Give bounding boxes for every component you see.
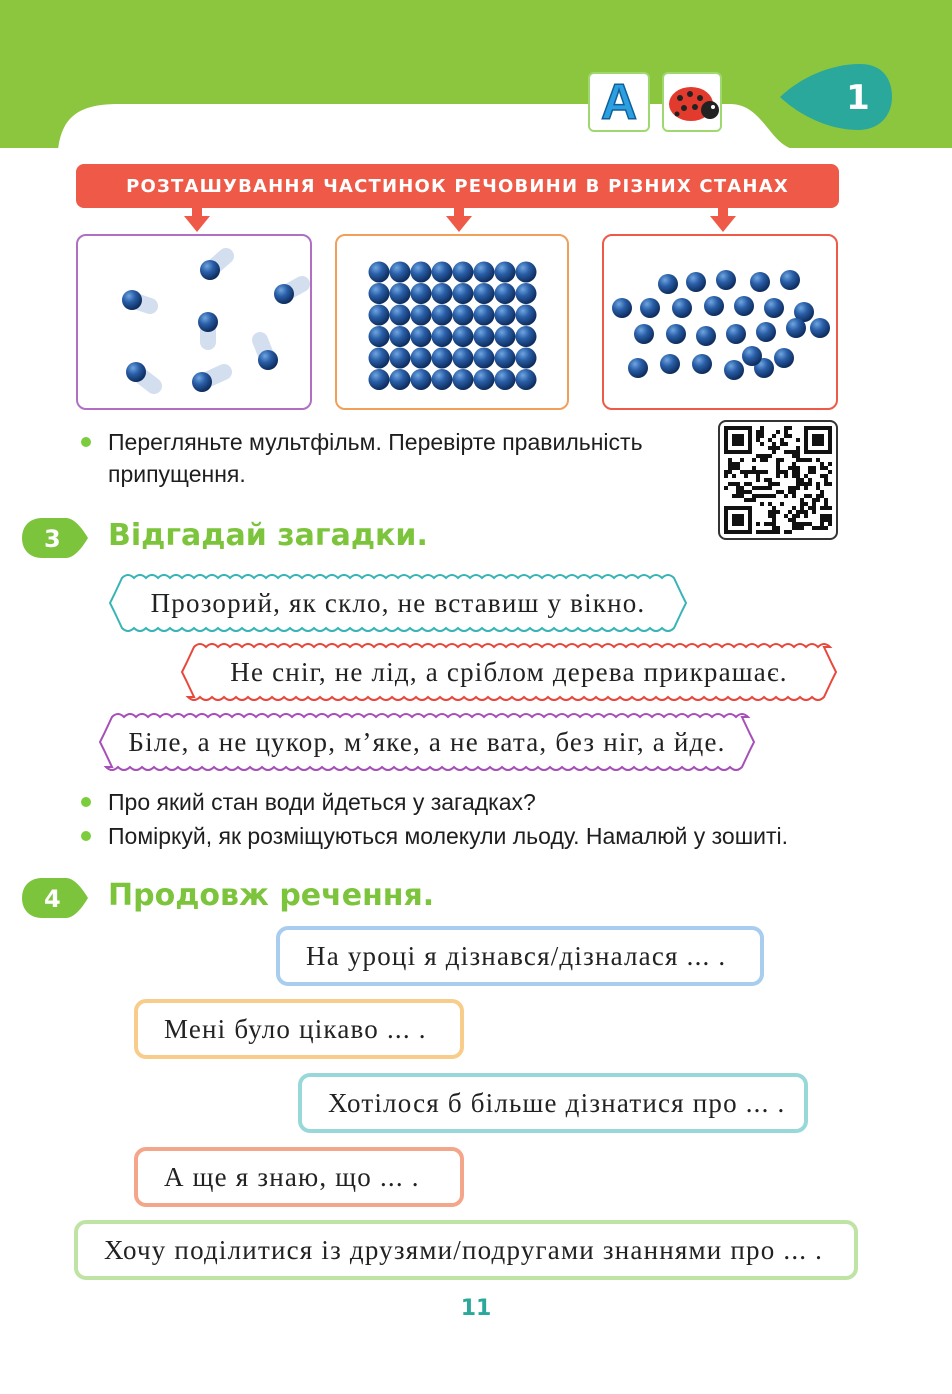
particle (495, 369, 516, 390)
particle (756, 322, 776, 342)
particle (516, 305, 537, 326)
particle (390, 305, 411, 326)
particle (726, 324, 746, 344)
particle (411, 348, 432, 369)
particle (672, 298, 692, 318)
particle (453, 348, 474, 369)
particle (495, 326, 516, 347)
particle (516, 348, 537, 369)
particle (411, 283, 432, 304)
particle (474, 305, 495, 326)
particle (786, 318, 806, 338)
section-3-title: Відгадай загадки. (108, 518, 428, 553)
particle (810, 318, 830, 338)
gas-particles (78, 236, 310, 408)
particle (704, 296, 724, 316)
particle (774, 348, 794, 368)
particle (628, 358, 648, 378)
particle (474, 348, 495, 369)
particle (495, 283, 516, 304)
particle (198, 312, 218, 332)
bullet-dot (81, 437, 91, 447)
particle (411, 262, 432, 283)
particle (640, 298, 660, 318)
bullet-dot (81, 797, 91, 807)
particle (411, 305, 432, 326)
particle (192, 372, 212, 392)
particle (516, 283, 537, 304)
particle (369, 369, 390, 390)
arrow-down-icon (446, 206, 472, 232)
solid-state-box (335, 234, 569, 410)
particle (432, 348, 453, 369)
sentence-box-2: Мені було цікаво ... . (134, 999, 464, 1059)
states-banner: РОЗТАШУВАННЯ ЧАСТИНОК РЕЧОВИНИ В РІЗНИХ СТАНАХ (76, 164, 839, 208)
particle (453, 326, 474, 347)
particle (612, 298, 632, 318)
qr-code-icon (720, 422, 836, 538)
particle (495, 348, 516, 369)
section-4-badge (22, 878, 88, 918)
ladybug-icon (662, 72, 722, 132)
particle (516, 326, 537, 347)
particle (411, 369, 432, 390)
particle (390, 262, 411, 283)
particle (369, 348, 390, 369)
particle (780, 270, 800, 290)
particle (432, 305, 453, 326)
particle (734, 296, 754, 316)
particle (369, 305, 390, 326)
particle (432, 369, 453, 390)
particle (660, 354, 680, 374)
particle (696, 326, 716, 346)
particle (495, 262, 516, 283)
arrow-down-icon (710, 206, 736, 232)
particle (724, 360, 744, 380)
particle (516, 262, 537, 283)
riddle-2: Не сніг, не лід, а сріблом дерева прикрашає. (180, 643, 838, 701)
letter-a-icon: A (588, 72, 650, 132)
particle (666, 324, 686, 344)
particle (432, 326, 453, 347)
particle (369, 283, 390, 304)
particle (200, 260, 220, 280)
particle (692, 354, 712, 374)
bullet-dot (81, 831, 91, 841)
cartoon-note: Перегляньте мультфільм. Перевірте правильність припущення. (108, 426, 708, 490)
particle (686, 272, 706, 292)
question-2: Поміркуй, як розміщуються молекули льоду. Намалюй у зошиті. (108, 820, 908, 852)
particle (432, 283, 453, 304)
riddle-1: Прозорий, як скло, не вставиш у вікно. (108, 574, 688, 632)
solid-particles (337, 236, 567, 408)
section-4-title: Продовж речення. (108, 878, 435, 913)
sentence-box-1: На уроці я дізнався/дізналася ... . (276, 926, 764, 986)
particle (126, 362, 146, 382)
particle (274, 284, 294, 304)
sentence-box-3: Хотілося б більше дізнатися про ... . (298, 1073, 808, 1133)
particle (453, 305, 474, 326)
sentence-box-5: Хочу поділитися із друзями/подругами знаннями про ... . (74, 1220, 858, 1280)
liquid-particles (604, 236, 836, 408)
particle (634, 324, 654, 344)
particle (474, 262, 495, 283)
particle (742, 346, 762, 366)
section-4-number: 4 (44, 885, 61, 913)
particle (258, 350, 278, 370)
particle (390, 348, 411, 369)
header-band (0, 0, 952, 150)
particle (474, 283, 495, 304)
page-number: 11 (460, 1296, 492, 1321)
particle (390, 369, 411, 390)
particle (453, 283, 474, 304)
particle (369, 262, 390, 283)
page-badge: 1 (846, 78, 870, 118)
particle (390, 326, 411, 347)
particle (750, 272, 770, 292)
particle (764, 298, 784, 318)
particle (432, 262, 453, 283)
section-3-number: 3 (44, 525, 61, 553)
particle (390, 283, 411, 304)
particle (453, 369, 474, 390)
particle (369, 326, 390, 347)
particle (474, 369, 495, 390)
section-3-badge (22, 518, 88, 558)
particle (474, 326, 495, 347)
arrow-down-icon (184, 206, 210, 232)
gas-state-box (76, 234, 312, 410)
particle (122, 290, 142, 310)
qr-code[interactable] (718, 420, 838, 540)
particle (716, 270, 736, 290)
particle (495, 305, 516, 326)
particle (453, 262, 474, 283)
particle (411, 326, 432, 347)
particle (658, 274, 678, 294)
liquid-state-box (602, 234, 838, 410)
particle (516, 369, 537, 390)
question-1: Про який стан води йдеться у загадках? (108, 786, 908, 818)
riddle-3: Біле, а не цукор, м’яке, а не вата, без ніг, а йде. (98, 713, 756, 771)
sentence-box-4: А ще я знаю, що ... . (134, 1147, 464, 1207)
